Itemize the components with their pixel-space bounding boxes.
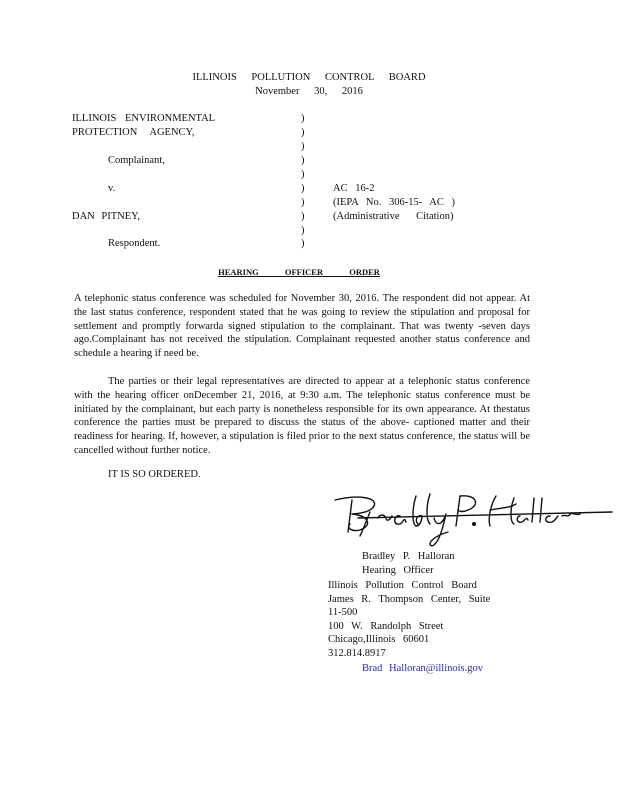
complainant-name-line2: PROTECTION AGENCY, xyxy=(72,127,195,138)
caption-paren: ) xyxy=(301,169,305,180)
order-title: HEARING OFFICER ORDER xyxy=(218,267,380,277)
agency-header: ILLINOIS POLLUTION CONTROL BOARD xyxy=(192,72,426,83)
hearing-officer-title: Hearing Officer xyxy=(362,565,434,576)
caption-paren: ) xyxy=(301,211,305,222)
versus-label: v. xyxy=(108,183,116,194)
caption-paren: ) xyxy=(301,225,305,236)
iepa-number: (IEPA No. 306-15- AC ) xyxy=(333,197,455,208)
document-date: November 30, 2016 xyxy=(255,86,363,97)
signature-address-block xyxy=(328,579,490,661)
caption-paren: ) xyxy=(301,197,305,208)
order-paragraph-2: The parties or their legal representatives are directed to appear at a telephonic status conference with the hearing officer onDecember 21, 2016, at 9:30 a.m. The telephonic status conference must be initiated by the complainant, but each party is nonetheless responsible for its own appearance. At thestatus conference the parties must be prepared to discuss the status of the above- captioned matter and their readiness for hearing. If, however, a stipulation is filed prior to the next status conference, the status will be cancelled without further notice. xyxy=(74,376,530,456)
caption-paren: ) xyxy=(301,155,305,166)
caption-paren: ) xyxy=(301,113,305,124)
street-address: 100 W. Randolph Street xyxy=(328,620,444,632)
caption-paren: ) xyxy=(301,141,305,152)
email-link[interactable]: Brad Halloran@illinois.gov xyxy=(362,663,483,674)
case-number: AC 16-2 xyxy=(333,183,375,194)
address-line-1: James R. Thompson Center, Suite xyxy=(328,593,491,605)
respondent-name: DAN PITNEY, xyxy=(72,211,140,222)
case-type: (Administrative Citation) xyxy=(333,211,454,222)
handwritten-signature xyxy=(330,492,615,548)
respondent-role: Respondent. xyxy=(108,238,161,249)
phone-number: 312.814.8917 xyxy=(328,647,386,659)
address-line-2: 11-500 xyxy=(328,607,358,619)
caption-paren: ) xyxy=(301,127,305,138)
so-ordered: IT IS SO ORDERED. xyxy=(108,469,201,480)
caption-paren: ) xyxy=(301,183,305,194)
order-paragraph-1: A telephonic status conference was scheduled for November 30, 2016. The respondent did not appear. At the last status conference, respondent stated that he was going to review the stipulation and proposal for settlement and promptly forwarda signed stipulation to the complainant. That was twenty -seven days ago.Complainant has not received the stipulation. Complainant requested another status conference and schedule a hearing if need be. xyxy=(74,293,530,360)
caption-paren: ) xyxy=(301,238,305,249)
city-state-zip: Chicago,Illinois 60601 xyxy=(328,634,430,646)
hearing-officer-name: Bradley P. Halloran xyxy=(362,551,455,562)
complainant-role: Complainant, xyxy=(108,155,165,166)
board-name: Illinois Pollution Control Board xyxy=(328,580,477,591)
complainant-name-line1: ILLINOIS ENVIRONMENTAL xyxy=(72,113,216,124)
